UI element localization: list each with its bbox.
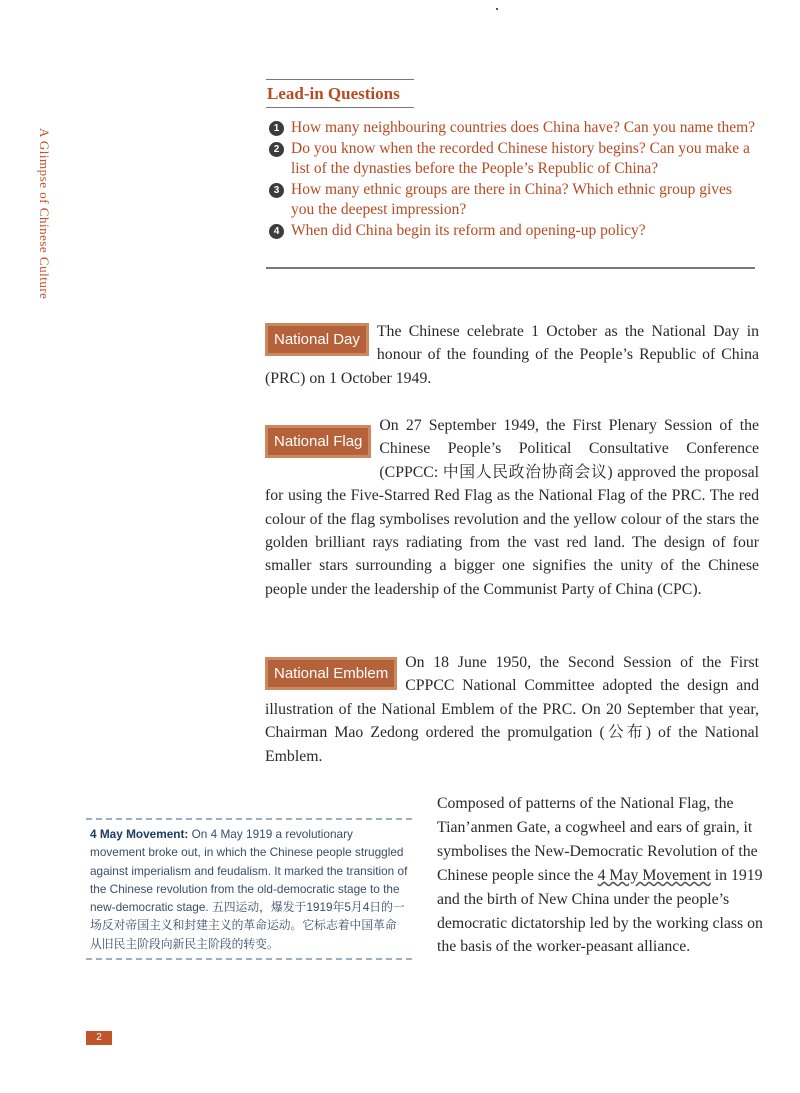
divider [266, 79, 414, 80]
section-national-day [265, 320, 759, 390]
section-text: On 27 September 1949, the First Plenary Session of the Chinese People’s Political Consultative Conference (CPPCC: 中国人民政治协商会议) approved the proposal for using the Five-Starred Red Flag as the National Flag of the PRC. The red colour of the flag symbolises revolution and the yellow colour of the stars the golden brilliant rays radiating from the vast red land. The design of four smaller stars surrounding a bigger one signifies the unity of the Chinese people under the leadership of the Communist Party of China (CPC). [265, 417, 759, 598]
question-item [269, 118, 759, 139]
question-text: Do you know when the recorded Chinese history begins? Can you make a list of the dynasties before the People’s Republic of China? [291, 139, 750, 177]
question-item [269, 180, 759, 221]
emblem-description [437, 792, 767, 959]
footnote-term: 4 May Movement: [90, 827, 189, 841]
question-text: How many neighbouring countries does China have? Can you name them? [291, 119, 756, 136]
section-text: On 18 June 1950, the Second Session of the First CPPCC National Committee adopted the design and illustration of the National Emblem of the PRC. On 20 September that year, Chairman Mao Zedong ordered the promulgation (公布) of the National Emblem. [265, 654, 759, 765]
lead-in-title: Lead-in Questions [267, 84, 400, 103]
glossary-link[interactable]: 4 May Movement [597, 866, 711, 884]
section-tag: National Emblem [265, 657, 397, 690]
divider [266, 107, 414, 108]
number-badge: 2 [269, 142, 284, 157]
question-text: When did China begin its reform and opening-up policy? [291, 221, 646, 239]
paragraph-text: in 1919 and the birth of New China under the people’s democratic dictatorship led by the working class on the basis of the worker-peasant alliance. [437, 866, 763, 956]
divider [266, 267, 755, 269]
stray-dot [496, 8, 498, 10]
running-title: A Glimpse of Chinese Culture [37, 128, 52, 300]
section-national-flag [265, 414, 759, 601]
question-item [269, 139, 759, 180]
lead-in-questions [269, 118, 759, 241]
footnote-text: On 4 May 1919 a revolutionary movement broke out, in which the Chinese people struggled against imperialism and feudalism. It marked the transition of the Chinese revolution from the old-democratic stage to the new-democratic stage. 五四运动，爆发于1919年5月4日的一场反对帝国主义和封建主义的革命运动。它标志着中国革命从旧民主阶段向新民主阶段的转变。 [90, 827, 408, 951]
number-badge: 3 [269, 183, 284, 198]
page-number: 2 [86, 1031, 112, 1045]
section-tag: National Flag [265, 425, 371, 458]
number-badge: 4 [269, 224, 284, 239]
footnote-box [86, 818, 412, 960]
question-text: How many ethnic groups are there in China? Which ethnic group gives you the deepest impression? [291, 180, 732, 218]
section-national-emblem [265, 651, 759, 768]
question-item [269, 221, 759, 242]
paragraph-text: Composed of patterns of the National Flag, the Tian’anmen Gate, a cogwheel and ears of grain, it symbolises the New-Democratic Revolution of the Chinese people since the [437, 795, 758, 884]
section-text: The Chinese celebrate 1 October as the National Day in honour of the founding of the People’s Republic of China (PRC) on 1 October 1949. [265, 323, 759, 387]
number-badge: 1 [269, 121, 284, 136]
section-tag: National Day [265, 323, 369, 356]
